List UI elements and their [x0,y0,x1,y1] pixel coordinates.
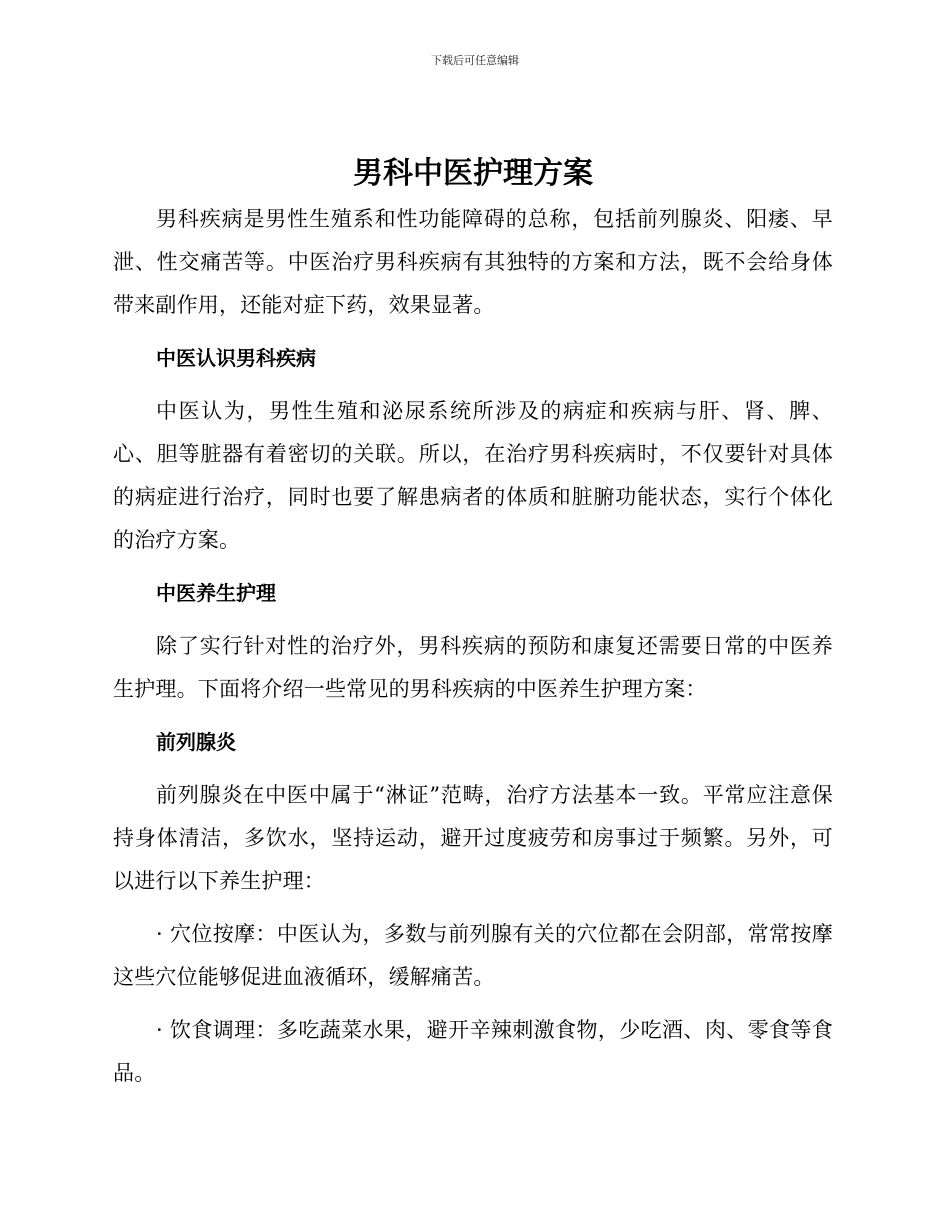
page-header-note: 下载后可任意编辑 [431,54,519,67]
intro-paragraph: 男科疾病是男性生殖系和性功能障碍的总称，包括前列腺炎、阳痿、早泄、性交痛苦等。中医治疗男科疾病有其独特的方案和方法，既不会给身体带来副作用，还能对症下药，效果显著。 [113,207,833,317]
document-title: 男科中医护理方案 [353,156,593,191]
health-care-paragraph: 除了实行针对性的治疗外，男科疾病的预防和康复还需要日常的中医养生护理。下面将介绍一些常见的男科疾病的中医养生护理方案： [113,634,833,701]
document-body [113,150,833,1095]
prostatitis-paragraph: 前列腺炎在中医中属于“淋证”范畴，治疗方法基本一致。平常应注意保持身体清洁，多饮水，坚持运动，避开过度疲劳和房事过于频繁。另外，可以进行以下养生护理： [113,783,833,893]
section-heading-prostatitis: 前列腺炎 [156,730,236,754]
section-heading-tcm-understanding: 中医认识男科疾病 [156,346,316,370]
bullet-diet-adjustment: · 饮食调理：多吃蔬菜水果，避开辛辣刺激食物，少吃酒、肉、零食等食品。 [113,1018,833,1085]
tcm-understanding-paragraph: 中医认为，男性生殖和泌尿系统所涉及的病症和疾病与肝、肾、脾、心、胆等脏器有着密切的关联。所以，在治疗男科疾病时，不仅要针对具体的病症进行治疗，同时也要了解患病者的体质和脏腑功能状态，实行个体化的治疗方案。 [113,399,833,552]
section-heading-health-care: 中医养生护理 [156,581,276,605]
bullet-acupoint-massage: · 穴位按摩：中医认为，多数与前列腺有关的穴位都在会阴部，常常按摩这些穴位能够促进血液循环，缓解痛苦。 [113,922,833,989]
